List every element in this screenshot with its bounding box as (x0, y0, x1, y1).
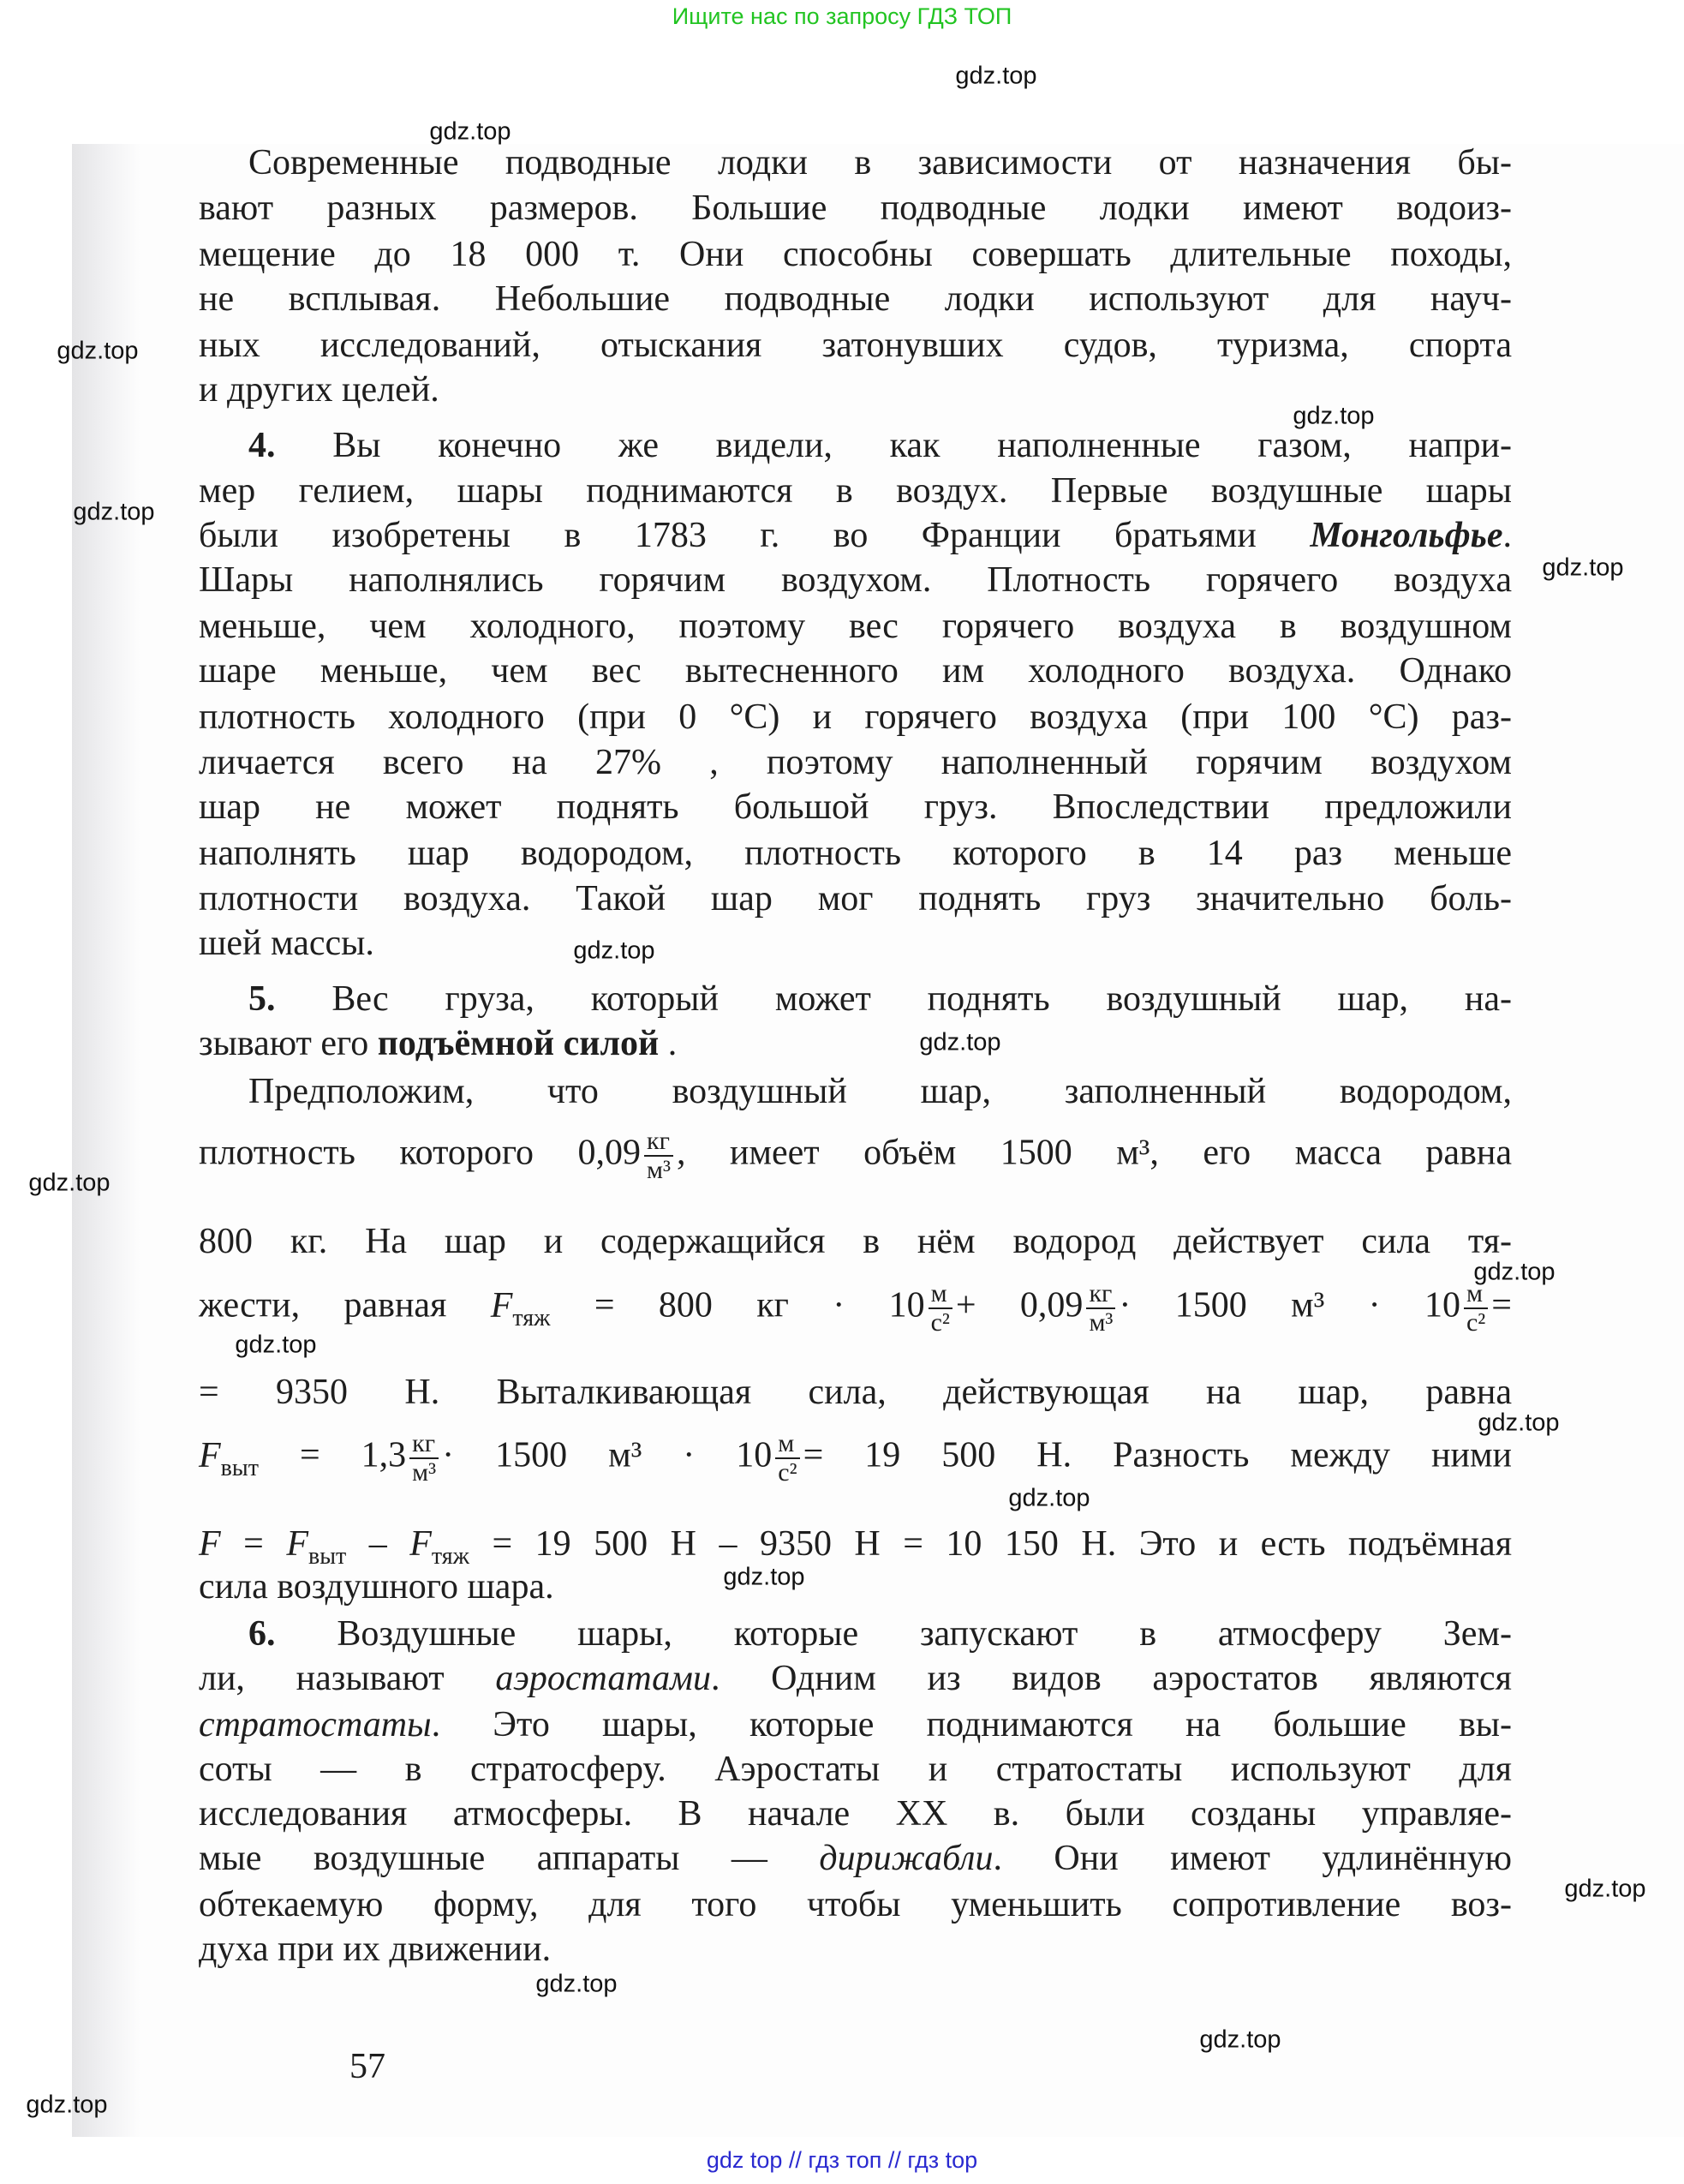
text-run: Современные подводные лодки в зависимости от назначения бы- (248, 143, 1512, 182)
text-run: зывают его (199, 1024, 378, 1063)
text-run: шар не может поднять большой груз. Впоследствии предложили (199, 787, 1512, 827)
fraction (1086, 1280, 1115, 1337)
force-symbol (199, 1435, 259, 1481)
bold-text: 5. (248, 979, 276, 1019)
text-run: не всплывая. Небольшие подводные лодки используют для науч- (199, 279, 1512, 319)
text-line (199, 784, 1512, 830)
italic-text: дирижабли (819, 1839, 994, 1878)
text-line (199, 739, 1512, 786)
text-line (199, 1702, 1512, 1748)
text-run: мещение до 18 000 т. Они способны совершать длительные походы, (199, 235, 1512, 274)
bold-text: 6. (248, 1614, 276, 1654)
watermark-text: gdz.top (1542, 553, 1624, 582)
text-line (199, 1279, 1512, 1337)
text-line (199, 1655, 1512, 1702)
text-run: духа при их движении. (199, 1930, 552, 1969)
fraction-numerator: кг (409, 1430, 439, 1459)
fraction (644, 1128, 673, 1184)
text-line (199, 1369, 1512, 1415)
text-line (199, 185, 1512, 231)
text-line (199, 276, 1512, 322)
bold-italic-text: Монгольфье (1310, 516, 1503, 555)
text-line (199, 1882, 1512, 1928)
text-run: = (1491, 1285, 1512, 1325)
text-run: исследования атмосферы. В начале XX в. были созданы управляе- (199, 1794, 1512, 1834)
text-line (199, 512, 1512, 559)
fraction (929, 1280, 952, 1337)
text-run: . Они имеют удлинённую (993, 1839, 1513, 1878)
text-run: плотность холодного (при 0 °C) и горячего воздуха (при 100 °C) раз- (199, 697, 1512, 737)
text-line (199, 1746, 1512, 1792)
force-subscript: тяж (512, 1304, 551, 1331)
text-run: и других целей. (199, 370, 439, 410)
text-run: = (220, 1524, 287, 1564)
force-symbol (286, 1524, 347, 1570)
fraction-denominator: с² (1466, 1308, 1486, 1337)
fraction-numerator: м (1464, 1280, 1488, 1309)
text-run: Вы конечно же видели, как наполненные газом, напри- (332, 426, 1513, 465)
fraction (775, 1430, 799, 1487)
text-run: ных исследований, отыскания затонувших судов, туризма, спорта (199, 326, 1512, 365)
watermark-text: gdz.top (1478, 1409, 1560, 1437)
watermark-text: gdz.top (1008, 1484, 1090, 1512)
force-subscript: выт (308, 1543, 347, 1570)
force-letter: F (409, 1524, 432, 1564)
text-run: = 19 500 Н. Разность между ними (803, 1435, 1512, 1475)
text-run: плотности воздуха. Такой шар мог поднять груз значительно боль- (199, 879, 1512, 918)
text-run: шей массы. (199, 924, 374, 963)
italic-text: аэростатами (495, 1659, 711, 1698)
watermark-text: gdz.top (723, 1563, 805, 1591)
text-run: мер гелием, шары поднимаются в воздух. Первые воздушные шары (199, 471, 1512, 511)
watermark-text: gdz.top (73, 498, 155, 526)
watermark-text: gdz.top (919, 1028, 1001, 1056)
watermark-text: gdz.top (429, 117, 511, 146)
text-line (199, 1564, 1512, 1610)
watermark-text: gdz.top (1473, 1258, 1556, 1286)
text-run: = 1,3 (258, 1435, 407, 1475)
text-run: · 1500 м³ · 10 (1119, 1285, 1460, 1325)
fraction-denominator: с² (930, 1308, 950, 1337)
text-line (199, 830, 1512, 877)
text-run: жести, равная (199, 1285, 491, 1325)
force-subscript: тяж (431, 1543, 469, 1570)
watermark-text: gdz.top (1564, 1875, 1646, 1903)
text-run: , имеет объём 1500 м³, его масса равна (676, 1133, 1513, 1173)
page-binding-shadow (72, 144, 140, 2137)
page-number: 57 (349, 2047, 385, 2086)
text-line (199, 1068, 1512, 1115)
watermark-text: gdz.top (235, 1331, 317, 1359)
force-letter: F (286, 1524, 308, 1564)
fraction-numerator: м (929, 1280, 952, 1309)
watermark-text: gdz.top (1199, 2025, 1281, 2054)
text-run: сила воздушного шара. (199, 1567, 554, 1607)
text-line (199, 557, 1512, 603)
bold-text: 4. (248, 426, 276, 465)
text-run: Предположим, что воздушный шар, заполненный водородом, (248, 1072, 1512, 1111)
watermark-text: gdz.top (573, 936, 655, 965)
text-line (199, 694, 1512, 740)
text-run: · 1500 м³ · 10 (442, 1435, 773, 1475)
text-run: Воздушные шары, которые запускают в атмосферу Зем- (337, 1614, 1512, 1654)
text-line (199, 876, 1512, 922)
text-line (199, 920, 1512, 966)
text-line (199, 140, 1512, 186)
watermark-text: gdz.top (57, 337, 139, 365)
watermark-text: gdz.top (955, 62, 1037, 90)
header-banner[interactable]: Ищите нас по запросу ГДЗ ТОП (672, 3, 1012, 29)
text-line (199, 322, 1512, 368)
fraction (409, 1430, 439, 1487)
text-line (199, 1926, 1512, 1972)
text-run: обтекаемую форму, для того чтобы уменьшить сопротивление воз- (199, 1885, 1512, 1924)
force-symbol (490, 1285, 551, 1331)
text-run: = 19 500 Н – 9350 Н = 10 150 Н. Это и есть подъёмная (469, 1524, 1513, 1564)
text-line (199, 468, 1512, 514)
watermark-text: gdz.top (535, 1970, 618, 1998)
text-line (199, 1611, 1512, 1657)
text-run: были изобретены в 1783 г. во Франции братьями (199, 516, 1311, 555)
text-line (199, 1127, 1513, 1184)
text-line (199, 1218, 1512, 1265)
fraction (1464, 1280, 1488, 1337)
italic-text: стратостаты (199, 1705, 432, 1744)
footer-banner[interactable]: gdz top // гдз топ // гдз top (706, 2147, 978, 2173)
italic-text: F (199, 1524, 221, 1564)
fraction-numerator: м (775, 1430, 799, 1459)
force-letter: F (490, 1285, 513, 1325)
text-line (199, 976, 1512, 1022)
text-run: . (667, 1024, 678, 1063)
fraction-denominator: м³ (412, 1458, 437, 1487)
text-line (199, 603, 1512, 649)
text-run: соты — в стратосферу. Аэростаты и стратостаты используют для (199, 1750, 1512, 1789)
text-run: шаре меньше, чем вес вытесненного им холодного воздуха. Однако (199, 651, 1512, 691)
force-subscript: выт (220, 1454, 259, 1481)
text-run: = 9350 Н. Выталкивающая сила, действующая на шар, равна (199, 1373, 1512, 1412)
text-run: плотность которого 0,09 (199, 1133, 641, 1173)
text-line (199, 1020, 1512, 1067)
text-line (199, 1521, 1513, 1570)
text-run: – (346, 1524, 410, 1564)
text-run: . Это шары, которые поднимаются на большие вы- (431, 1705, 1512, 1744)
text-run: мые воздушные аппараты — (199, 1839, 820, 1878)
fraction-denominator: с² (778, 1458, 797, 1487)
text-run: . (1502, 516, 1512, 555)
text-run: вают разных размеров. Большие подводные лодки имеют водоиз- (199, 188, 1512, 228)
text-run: Шары наполнялись горячим воздухом. Плотность горячего воздуха (199, 560, 1512, 600)
force-letter: F (199, 1435, 221, 1475)
text-line (199, 1791, 1512, 1837)
text-line (199, 648, 1512, 694)
watermark-text: gdz.top (1293, 402, 1375, 430)
text-run: меньше, чем холодного, поэтому вес горячего воздуха в воздушном (199, 607, 1512, 646)
text-run: личается всего на 27% , поэтому наполненный горячим воздухом (199, 743, 1512, 782)
text-run: = 800 кг · 10 (550, 1285, 925, 1325)
fraction-numerator: кг (1086, 1280, 1115, 1309)
watermark-text: gdz.top (28, 1169, 110, 1197)
text-run: ли, называют (199, 1659, 496, 1698)
force-symbol (409, 1524, 469, 1570)
text-run: наполнять шар водородом, плотность которого в 14 раз меньше (199, 834, 1512, 873)
text-run: + 0,09 (955, 1285, 1084, 1325)
text-run: Вес груза, который может поднять воздушный шар, на- (331, 979, 1512, 1019)
fraction-denominator: м³ (647, 1156, 671, 1184)
text-line (199, 1835, 1512, 1882)
text-line (199, 1429, 1512, 1487)
bold-text: подъёмной силой (377, 1024, 660, 1063)
text-run: . Одним из видов аэростатов являются (710, 1659, 1513, 1698)
watermark-text: gdz.top (26, 2091, 108, 2119)
text-line (199, 231, 1512, 278)
fraction-denominator: м³ (1089, 1308, 1114, 1337)
fraction-numerator: кг (644, 1128, 673, 1157)
text-run: 800 кг. На шар и содержащийся в нём водород действует сила тя- (199, 1222, 1512, 1261)
